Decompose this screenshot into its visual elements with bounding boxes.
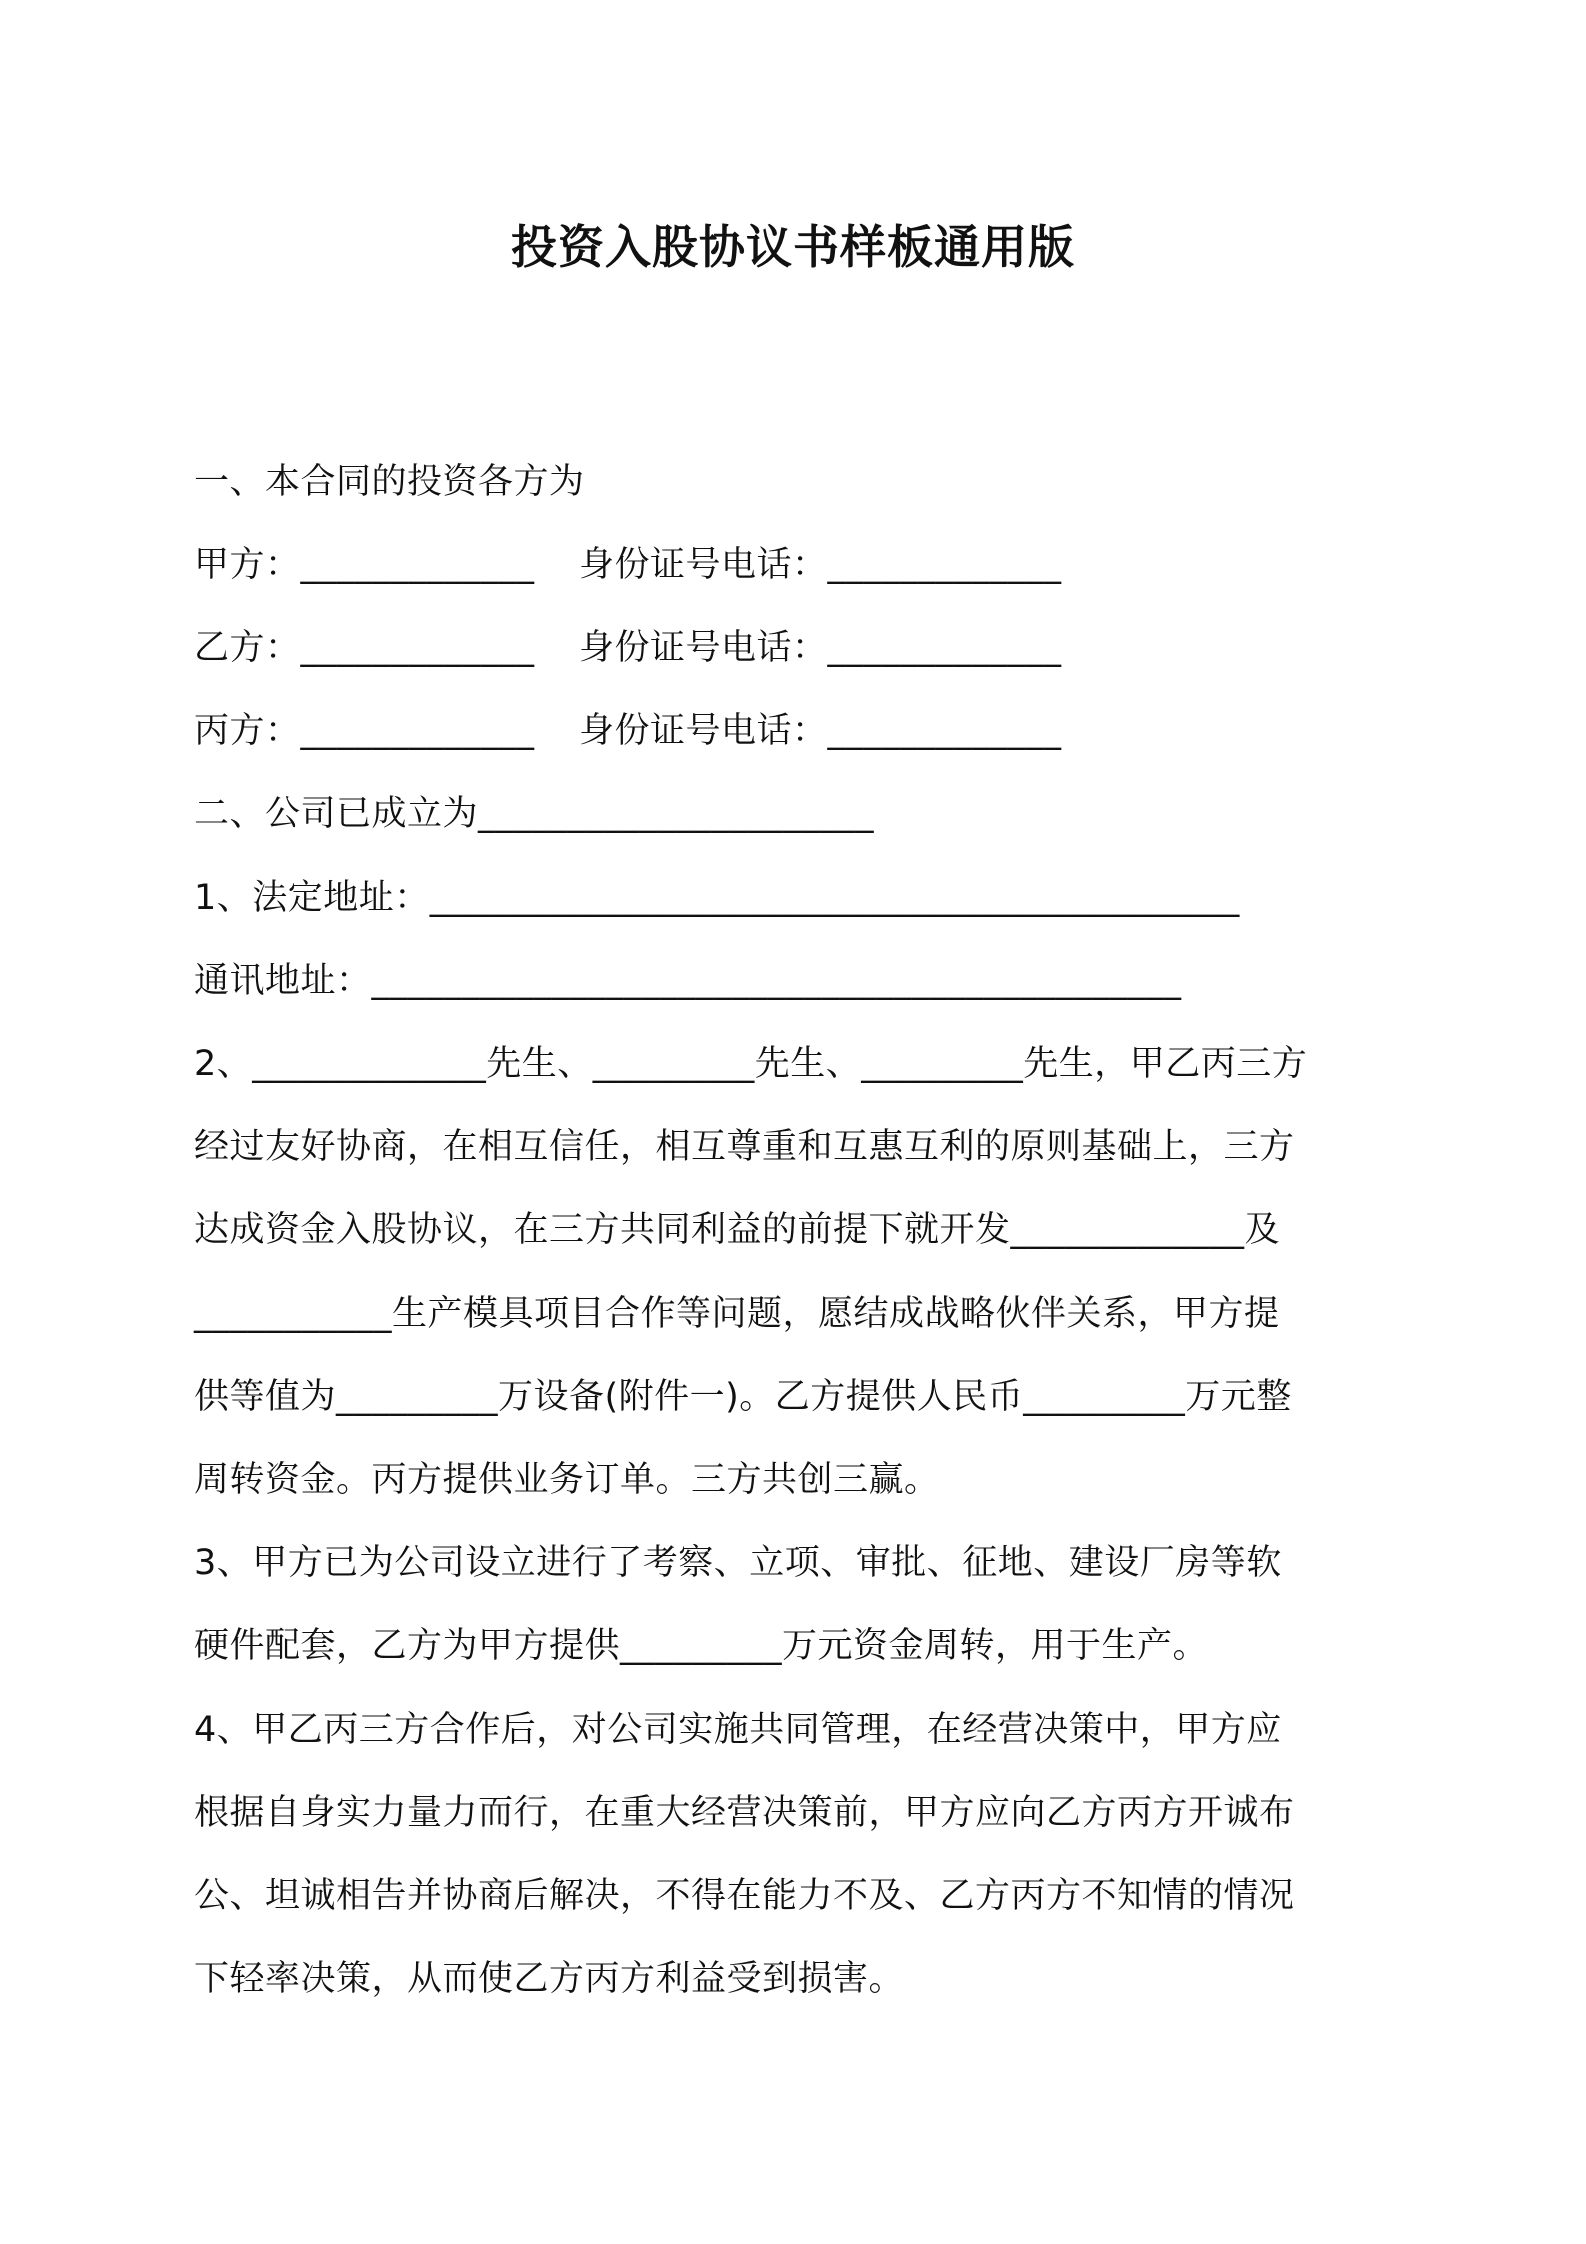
party-c-id-phone: 身份证号电话：_____________ bbox=[579, 711, 1062, 751]
party-row-a bbox=[194, 537, 1414, 593]
clause-4-line: 下轻率决策，从而使乙方丙方利益受到损害。 bbox=[194, 1959, 905, 1999]
party-b-id-phone: 身份证号电话：_____________ bbox=[579, 628, 1062, 668]
party-c-label: 丙方：_____________ bbox=[194, 711, 535, 751]
party-a-label: 甲方：_____________ bbox=[194, 545, 535, 585]
section-heading-parties: 一、本合同的投资各方为 bbox=[194, 462, 585, 502]
clause-3-line: 3、甲方已为公司设立进行了考察、立项、审批、征地、建设厂房等软 bbox=[194, 1543, 1282, 1583]
party-b-label: 乙方：_____________ bbox=[194, 628, 535, 668]
document-title: 投资入股协议书样板通用版 bbox=[511, 220, 1075, 274]
clause-2-line: ___________生产模具项目合作等问题，愿结成战略伙伴关系，甲方提 bbox=[194, 1294, 1280, 1334]
legal-address-line: 1、法定地址：_____________________________________________ bbox=[194, 878, 1240, 918]
clause-4-line: 4、甲乙丙三方合作后，对公司实施共同管理，在经营决策中，甲方应 bbox=[194, 1710, 1282, 1750]
section-heading-company: 二、公司已成立为______________________ bbox=[194, 794, 875, 834]
clause-2-line: 2、_____________先生、_________先生、_________先生，甲乙丙三方 bbox=[194, 1044, 1308, 1084]
clause-4-line: 根据自身实力量力而行，在重大经营决策前，甲方应向乙方丙方开诚布 bbox=[194, 1793, 1295, 1833]
party-row-c bbox=[194, 703, 1414, 759]
clause-2-line: 经过友好协商，在相互信任，相互尊重和互惠互利的原则基础上，三方 bbox=[194, 1127, 1295, 1167]
clause-2-line: 达成资金入股协议，在三方共同利益的前提下就开发_____________及 bbox=[194, 1210, 1281, 1250]
clause-2-line: 供等值为_________万设备(附件一)。乙方提供人民币_________万元整 bbox=[194, 1377, 1292, 1417]
party-row-b bbox=[194, 620, 1414, 676]
mail-address-line: 通讯地址：_____________________________________________ bbox=[194, 961, 1182, 1001]
clause-3-line: 硬件配套，乙方为甲方提供_________万元资金周转，用于生产。 bbox=[194, 1626, 1209, 1666]
party-a-id-phone: 身份证号电话：_____________ bbox=[579, 545, 1062, 585]
clause-2-line: 周转资金。丙方提供业务订单。三方共创三赢。 bbox=[194, 1460, 940, 1500]
clause-4-line: 公、坦诚相告并协商后解决，不得在能力不及、乙方丙方不知情的情况 bbox=[194, 1876, 1295, 1916]
